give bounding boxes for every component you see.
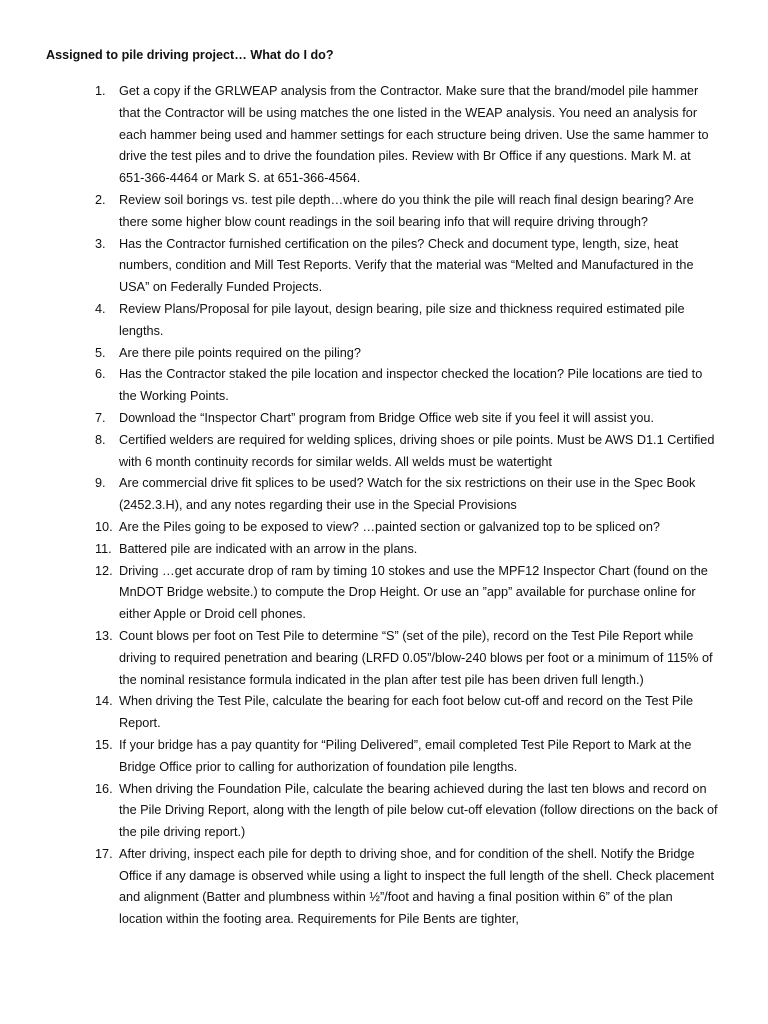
list-item-text: Get a copy if the GRLWEAP analysis from the Contractor. Make sure that the brand/model pile hammer that the Contractor will be using matches the one listed in the WEAP analysis. You need an analysis for each hammer being used and hammer settings for each structure being driven. Use the same hammer to drive the test piles and to drive the foundation piles. Review with Br Office if any questions. Mark M. at 651-366-4464 or Mark S. at 651-366-4564. [119, 84, 709, 186]
list-item-number: 11. [95, 541, 112, 556]
list-item-text: Has the Contractor furnished certification on the piles? Check and document type, length, size, heat numbers, condition and Mill Test Reports. Verify that the material was “Melted and Manufactured in the USA” on Federally Funded Projects. [119, 236, 694, 295]
list-item-number: 10. [95, 519, 113, 534]
list-item-number: 17. [95, 846, 113, 861]
list-item-number: 1. [95, 84, 106, 98]
list-item [0, 234, 719, 299]
list-item-text: Battered pile are indicated with an arrow in the plans. [119, 541, 418, 556]
list-item [0, 473, 719, 517]
list-item-text: Are commercial drive fit splices to be used? Watch for the six restrictions on their use in the Spec Book (2452.3.H), and any notes regarding their use in the Special Provisions [119, 476, 696, 513]
list-item-number: 7. [95, 410, 106, 425]
list-item-text: Are the Piles going to be exposed to view? …painted section or galvanized top to be spliced on? [119, 519, 660, 534]
list-item-text: Are there pile points required on the piling? [119, 345, 361, 360]
instruction-list [0, 81, 768, 931]
list-item-number: 2. [95, 192, 106, 207]
list-item-text: Has the Contractor staked the pile location and inspector checked the location? Pile locations are tied to the Working Points. [119, 367, 703, 404]
list-item-number: 8. [95, 432, 106, 447]
list-item [0, 779, 719, 844]
list-item-number: 12. [95, 563, 113, 578]
list-item-number: 14. [95, 694, 113, 709]
list-item [0, 561, 719, 626]
list-item-text: Download the “Inspector Chart” program from Bridge Office web site if you feel it will assist you. [119, 410, 654, 425]
list-item [0, 691, 719, 735]
list-item-number: 6. [95, 367, 106, 382]
list-item [0, 364, 719, 408]
list-item-text: Certified welders are required for welding splices, driving shoes or pile points. Must be AWS D1.1 Certified with 6 month continuity records for similar welds. All welds must be watertight [119, 432, 715, 469]
list-item-text: When driving the Test Pile, calculate the bearing for each foot below cut-off and record on the Test Pile Report. [119, 694, 694, 731]
list-item-number: 15. [95, 737, 113, 752]
list-item-text: Review Plans/Proposal for pile layout, design bearing, pile size and thickness required estimated pile lengths. [119, 301, 685, 338]
list-item [0, 626, 719, 691]
list-item-number: 5. [95, 345, 106, 360]
list-item [0, 190, 719, 234]
list-item-text: When driving the Foundation Pile, calculate the bearing achieved during the last ten blows and record on the Pile Driving Report, along with the length of pile below cut-off elevation (follow directions on the back of the pile driving report.) [119, 781, 718, 840]
list-item-text: Count blows per foot on Test Pile to determine “S” (set of the pile), record on the Test Pile Report while driving to required penetration and bearing (LRFD 0.05”/blow-240 blows per foot or a minimum of 115% of the nominal resistance formula indicated in the plan after test pile has been driven full length.) [119, 628, 713, 687]
list-item [0, 517, 719, 539]
list-item [0, 408, 719, 430]
list-item [0, 844, 719, 931]
list-item [0, 430, 719, 474]
list-item-text: Review soil borings vs. test pile depth…where do you think the pile will reach final design bearing? Are there some higher blow count readings in the soil bearing info that will require driving through? [119, 192, 694, 229]
list-item-number: 4. [95, 301, 106, 316]
list-item [0, 735, 719, 779]
document-title: Assigned to pile driving project… What do I do? [46, 48, 334, 62]
list-item-text: Driving …get accurate drop of ram by timing 10 stokes and use the MPF12 Inspector Chart (found on the MnDOT Bridge website.) to compute the Drop Height. Or use an ”app” available for purchase online for either Apple or Droid cell phones. [119, 563, 708, 622]
list-item-text: If your bridge has a pay quantity for “Piling Delivered”, email completed Test Pile Report to Mark at the Bridge Office prior to calling for authorization of foundation pile lengths. [119, 737, 692, 774]
list-item [0, 299, 719, 343]
list-item [0, 343, 719, 365]
list-item [0, 81, 719, 190]
list-item-number: 16. [95, 781, 113, 796]
list-item-text: After driving, inspect each pile for depth to driving shoe, and for condition of the shell. Notify the Bridge Office if any damage is observed while using a light to inspect the full length of the shell. Check placement and alignment (Batter and plumbness within ½”/foot and having a final position within 6” of the plan location within the footing area. Requirements for Pile Bents are tighter, [119, 846, 715, 927]
list-item [0, 539, 719, 561]
list-item-number: 13. [95, 628, 113, 643]
list-item-number: 9. [95, 476, 106, 491]
list-item-number: 3. [95, 236, 106, 251]
